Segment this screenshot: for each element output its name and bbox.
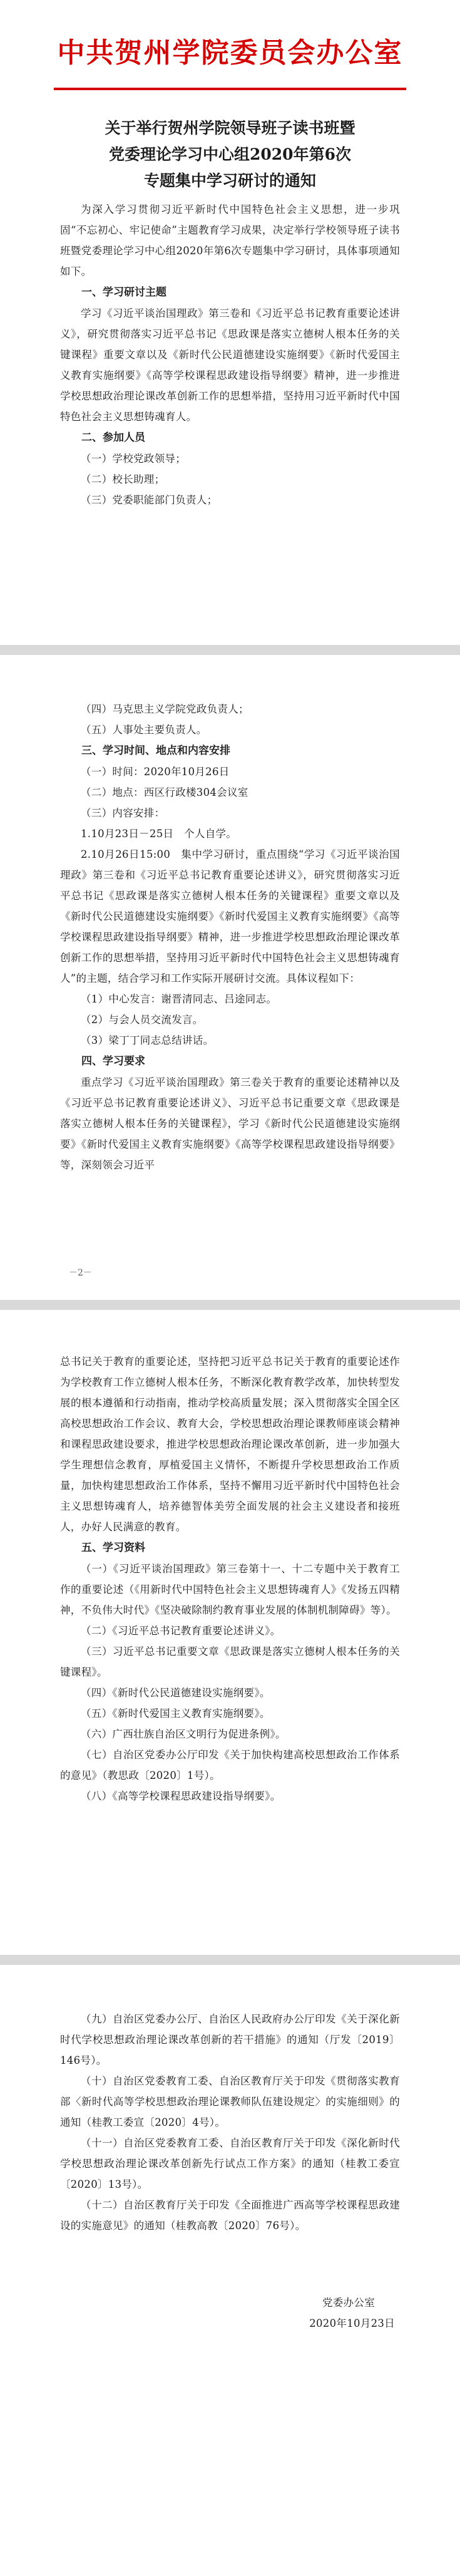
agenda-item: （3）梁丁丁同志总结讲话。 [81, 1034, 214, 1046]
schedule-item-2: 2.10月26日15:00 集中学习研讨，重点围绕“学习《习近平谈治国理政》第三卷和《习近平总书记教育重要论述讲义》，研究贯彻落实习近平总书记《思政课是落实立德树人根本任务的关键课程》重要文章以及《新时代公民道德建设实施纲要》《新时代爱国主义教育实施纲要》《高等学校课程思政建设指导纲要》精神，进一步推进学校思想政治理论课改革创新工作的思想举措，坚持用习近平新时代中国特色社会主义思想铸魂育人”的主题，结合学习和工作实际开展研讨交流。具体议程如下： [60, 848, 400, 984]
page-number: －2－ [69, 1268, 92, 1278]
material-item: （五）《新时代爱国主义教育实施纲要》。 [81, 1708, 270, 1719]
notice-title [60, 115, 400, 194]
material-item: （十一）自治区党委教育工委、自治区教育厅关于印发《深化新时代学校思想政治理论课改革创新先行试点工作方案》的通知（桂教工委宣〔2020〕13号）。 [60, 2137, 400, 2190]
participant-item: （四）马克思主义学院党政负责人； [81, 703, 249, 715]
title-line-2: 党委理论学习中心组2020年第6次 [109, 145, 351, 163]
section-1-heading: 一、学习研讨主题 [81, 286, 166, 299]
material-item: （七）自治区党委办公厅印发《关于加快构建高校思想政治工作体系的意见》（教思政〔2020〕1号）。 [60, 1749, 400, 1781]
schedule-item-1: 1.10月23日－25日 个人自学。 [81, 828, 237, 840]
document-page-1 [0, 0, 460, 645]
schedule-time: （一）时间：2020年10月26日 [81, 766, 230, 778]
section-4-heading: 四、学习要求 [81, 1055, 145, 1068]
material-item: （六）广西壮族自治区文明行为促进条例》。 [81, 1728, 286, 1740]
page-1-body [60, 199, 400, 510]
material-item: （二）《习近平总书记教育重要论述讲义》。 [81, 1625, 281, 1637]
title-line-3: 专题集中学习研讨的通知 [143, 172, 316, 190]
document-page-2 [0, 655, 460, 1300]
document-page-4 [0, 1965, 460, 2576]
participant-item: （一）学校党政领导； [81, 453, 186, 465]
signature-office: 党委办公室 [322, 2297, 375, 2309]
red-separator-line [54, 88, 406, 90]
participant-item: （五）人事处主要负责人。 [81, 724, 207, 736]
page-2-body [60, 699, 400, 1175]
material-item: （十）自治区党委教育工委、自治区教育厅关于印发《贯彻落实教育部〈新时代高等学校思想政治理论课教师队伍建设规定〉的实施细则》的通知（桂教工委宣〔2020〕4号）。 [60, 2075, 400, 2128]
page-4-body [60, 2009, 400, 2334]
material-item: （八）《高等学校课程思政建设指导纲要》。 [81, 1790, 281, 1802]
section-3-heading: 三、学习时间、地点和内容安排 [81, 744, 230, 757]
participant-item: （三）党委职能部门负责人； [81, 494, 218, 506]
signature-date: 2020年10月23日 [309, 2317, 395, 2329]
material-item: （九）自治区党委办公厅、自治区人民政府办公厅印发《关于深化新时代学校思想政治理论课改革创新的若干措施》的通知（厅发〔2019〕146号）。 [60, 2013, 400, 2066]
section-2-heading: 二、参加人员 [81, 431, 145, 444]
agenda-item: （1）中心发言：谢晋清同志、吕途同志。 [81, 993, 277, 1005]
title-line-1: 关于举行贺州学院领导班子读书班暨 [105, 119, 355, 137]
section-4-body-part-2: 总书记关于教育的重要论述，坚持把习近平总书记关于教育的重要论述作为学校教育工作立德树人根本任务，不断深化教育教学改革，加快转型发展的根本遵循和行动指南，推动学校高质量发展；深入贯彻落实全国全区高校思想政治工作会议、教育大会，学校思想政治理论课教师座谈会精神和课程思政建设要求，推进学校思想政治理论课改革创新，进一步加强大学生理想信念教育，厚植爱国主义情怀，不断提升学校思想政治工作质量，加快构建思想政治工作体系，坚持不懈用习近平新时代中国特色社会主义思想铸魂育人，培养德智体美劳全面发展的社会主义建设者和接班人，办好人民满意的教育。 [60, 1356, 400, 1533]
material-item: （三）习近平总书记重要文章《思政课是落实立德树人根本任务的关键课程》。 [60, 1646, 400, 1678]
page-3-body [60, 1351, 400, 1806]
schedule-content-title: （三）内容安排： [81, 807, 165, 819]
document-page-3 [0, 1310, 460, 1955]
material-item: （十二）自治区教育厅关于印发《全面推进广西高等学校课程思政建设的实施意见》的通知（桂教高教〔2020〕76号）。 [60, 2199, 400, 2232]
schedule-place: （二）地点：西区行政楼304会议室 [81, 786, 248, 798]
agenda-item: （2）与会人员交流发言。 [81, 1014, 203, 1026]
section-1-body: 学习《习近平谈治国理政》第三卷和《习近平总书记教育重要论述讲义》，研究贯彻落实习近平总书记《思政课是落实立德树人根本任务的关键课程》重要文章以及《新时代公民道德建设实施纲要》《新时代爱国主义教育实施纲要》《高等学校课程思政建设指导纲要》精神，进一步推进学校思想政治理论课改革创新工作的思想举措，坚持用习近平新时代中国特色社会主义思想铸魂育人。 [60, 307, 400, 423]
participant-item: （二）校长助理； [81, 473, 165, 485]
material-item: （四）《新时代公民道德建设实施纲要》。 [81, 1687, 270, 1699]
section-4-body-part-1: 重点学习《习近平谈治国理政》第三卷关于教育的重要论述精神以及《习近平总书记教育重要论述讲义》、习近平总书记重要文章《思政课是落实立德树人根本任务的关键课程》，学习《新时代公民道德建设实施纲要》《新时代爱国主义教育实施纲要》《高等学校课程思政建设指导纲要》等，深刻领会习近平 [60, 1076, 400, 1171]
section-5-heading: 五、学习资料 [81, 1542, 145, 1554]
issuing-office-header: 中共贺州学院委员会办公室 [57, 37, 403, 69]
material-item: （一）《习近平谈治国理政》第三卷第十一、十二专题中关于教育工作的重要论述（《用新时代中国特色社会主义思想铸魂育人》《发扬五四精神，不负伟大时代》《坚决破除制约教育事业发展的体制机制障碍》等）。 [60, 1563, 400, 1616]
intro-paragraph: 为深入学习贯彻习近平新时代中国特色社会主义思想，进一步巩固“不忘初心、牢记使命”主题教育学习成果，决定举行学校领导班子读书班暨党委理论学习中心组2020年第6次专题集中学习研讨，具体事项通知如下。 [60, 204, 400, 277]
